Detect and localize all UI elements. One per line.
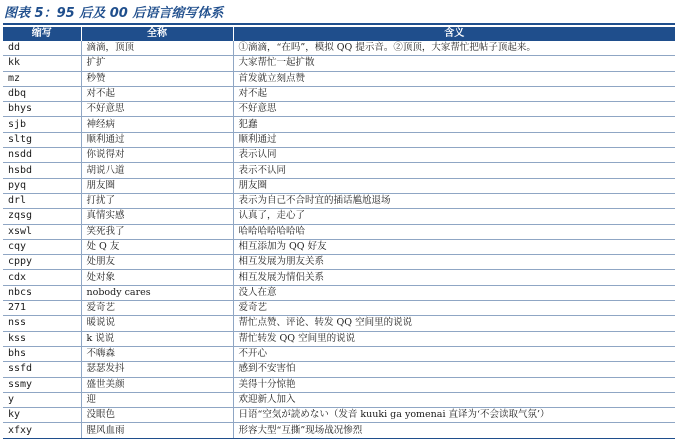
cell-abbreviation: ky bbox=[3, 408, 81, 423]
cell-full-name: 处 Q 友 bbox=[81, 239, 233, 254]
cell-meaning: 对不起 bbox=[233, 86, 675, 101]
table-row bbox=[3, 377, 675, 392]
cell-meaning: 表示不认同 bbox=[233, 163, 675, 178]
cell-meaning: 首发就立刻点赞 bbox=[233, 71, 675, 86]
cell-full-name: 秒赞 bbox=[81, 71, 233, 86]
table-row bbox=[3, 285, 675, 300]
header-abbreviation: 缩写 bbox=[3, 27, 81, 41]
cell-meaning: 朋友圈 bbox=[233, 178, 675, 193]
cell-abbreviation: sltg bbox=[3, 132, 81, 147]
table-row bbox=[3, 193, 675, 208]
cell-full-name: 顺利通过 bbox=[81, 132, 233, 147]
table-row bbox=[3, 224, 675, 239]
table-row bbox=[3, 56, 675, 71]
cell-meaning: 相互添加为 QQ 好友 bbox=[233, 239, 675, 254]
cell-full-name: nobody cares bbox=[81, 285, 233, 300]
table-row bbox=[3, 71, 675, 86]
cell-full-name: 朋友圈 bbox=[81, 178, 233, 193]
table-row bbox=[3, 362, 675, 377]
table-row bbox=[3, 132, 675, 147]
cell-meaning: 相互发展为朋友关系 bbox=[233, 255, 675, 270]
cell-abbreviation: cdx bbox=[3, 270, 81, 285]
table-body bbox=[3, 41, 675, 438]
cell-meaning: 日语“空気が読めない（发音 kuuki ga yomenai 直译为‘不会读取气氛’） bbox=[233, 408, 675, 423]
cell-full-name: 你说得对 bbox=[81, 148, 233, 163]
table-row bbox=[3, 117, 675, 132]
table-row bbox=[3, 163, 675, 178]
cell-meaning: 顺利通过 bbox=[233, 132, 675, 147]
abbreviation-table bbox=[3, 27, 675, 439]
cell-full-name: 打扰了 bbox=[81, 193, 233, 208]
cell-abbreviation: drl bbox=[3, 193, 81, 208]
table-row bbox=[3, 270, 675, 285]
header-meaning: 含义 bbox=[233, 27, 675, 41]
cell-abbreviation: sjb bbox=[3, 117, 81, 132]
cell-meaning: 形容大型“互撕”现场战况惨烈 bbox=[233, 423, 675, 438]
cell-meaning: 不好意思 bbox=[233, 102, 675, 117]
cell-abbreviation: nsdd bbox=[3, 148, 81, 163]
table-row bbox=[3, 148, 675, 163]
cell-meaning: 爱奇艺 bbox=[233, 301, 675, 316]
cell-full-name: 盛世美颜 bbox=[81, 377, 233, 392]
table-row bbox=[3, 423, 675, 438]
cell-meaning: 认真了，走心了 bbox=[233, 209, 675, 224]
cell-meaning: 欢迎新人加入 bbox=[233, 392, 675, 407]
cell-meaning: 帮忙转发 QQ 空间里的说说 bbox=[233, 331, 675, 346]
cell-abbreviation: pyq bbox=[3, 178, 81, 193]
cell-full-name: 爱奇艺 bbox=[81, 301, 233, 316]
figure-title: 图表 5：95 后及 00 后语言缩写体系 bbox=[3, 3, 675, 25]
cell-abbreviation: 271 bbox=[3, 301, 81, 316]
cell-meaning: 相互发展为情侣关系 bbox=[233, 270, 675, 285]
cell-abbreviation: xswl bbox=[3, 224, 81, 239]
cell-abbreviation: nbcs bbox=[3, 285, 81, 300]
cell-full-name: 胡说八道 bbox=[81, 163, 233, 178]
cell-meaning: 不开心 bbox=[233, 346, 675, 361]
table-row bbox=[3, 408, 675, 423]
cell-meaning: 犯蠢 bbox=[233, 117, 675, 132]
cell-meaning: 哈哈哈哈哈哈哈 bbox=[233, 224, 675, 239]
table-row bbox=[3, 102, 675, 117]
table-row bbox=[3, 346, 675, 361]
table-row bbox=[3, 316, 675, 331]
table-row bbox=[3, 239, 675, 254]
cell-full-name: 没眼色 bbox=[81, 408, 233, 423]
cell-abbreviation: cppy bbox=[3, 255, 81, 270]
cell-abbreviation: dbq bbox=[3, 86, 81, 101]
table-row bbox=[3, 178, 675, 193]
cell-abbreviation: y bbox=[3, 392, 81, 407]
cell-abbreviation: cqy bbox=[3, 239, 81, 254]
cell-abbreviation: zqsg bbox=[3, 209, 81, 224]
cell-full-name: 瑟瑟发抖 bbox=[81, 362, 233, 377]
cell-meaning: 没人在意 bbox=[233, 285, 675, 300]
cell-full-name: 滴滴，顶顶 bbox=[81, 41, 233, 56]
cell-meaning: 表示认同 bbox=[233, 148, 675, 163]
table-header-row bbox=[3, 27, 675, 41]
cell-meaning: 感到不安害怕 bbox=[233, 362, 675, 377]
table-row bbox=[3, 301, 675, 316]
cell-abbreviation: mz bbox=[3, 71, 81, 86]
cell-meaning: 美得十分惊艳 bbox=[233, 377, 675, 392]
cell-abbreviation: kk bbox=[3, 56, 81, 71]
cell-abbreviation: ssfd bbox=[3, 362, 81, 377]
cell-full-name: 神经病 bbox=[81, 117, 233, 132]
cell-abbreviation: ssmy bbox=[3, 377, 81, 392]
cell-abbreviation: nss bbox=[3, 316, 81, 331]
table-row bbox=[3, 209, 675, 224]
table-row bbox=[3, 255, 675, 270]
cell-meaning: ①滴滴，“在吗”，模拟 QQ 提示音。②顶顶，大家帮忙把帖子顶起来。 bbox=[233, 41, 675, 56]
cell-abbreviation: dd bbox=[3, 41, 81, 56]
cell-full-name: k 说说 bbox=[81, 331, 233, 346]
cell-abbreviation: bhys bbox=[3, 102, 81, 117]
cell-full-name: 不嗨森 bbox=[81, 346, 233, 361]
cell-full-name: 对不起 bbox=[81, 86, 233, 101]
cell-full-name: 处朋友 bbox=[81, 255, 233, 270]
table-row bbox=[3, 41, 675, 56]
cell-full-name: 迎 bbox=[81, 392, 233, 407]
cell-meaning: 大家帮忙一起扩散 bbox=[233, 56, 675, 71]
cell-meaning: 帮忙点赞、评论、转发 QQ 空间里的说说 bbox=[233, 316, 675, 331]
table-row bbox=[3, 392, 675, 407]
cell-meaning: 表示为自己不合时宜的插话尴尬退场 bbox=[233, 193, 675, 208]
cell-full-name: 笑死我了 bbox=[81, 224, 233, 239]
cell-full-name: 暖说说 bbox=[81, 316, 233, 331]
cell-abbreviation: bhs bbox=[3, 346, 81, 361]
cell-abbreviation: hsbd bbox=[3, 163, 81, 178]
header-full-name: 全称 bbox=[81, 27, 233, 41]
cell-abbreviation: xfxy bbox=[3, 423, 81, 438]
cell-full-name: 处对象 bbox=[81, 270, 233, 285]
table-row bbox=[3, 331, 675, 346]
cell-full-name: 不好意思 bbox=[81, 102, 233, 117]
cell-full-name: 真情实感 bbox=[81, 209, 233, 224]
cell-full-name: 扩扩 bbox=[81, 56, 233, 71]
cell-full-name: 腥风血雨 bbox=[81, 423, 233, 438]
cell-abbreviation: kss bbox=[3, 331, 81, 346]
table-row bbox=[3, 86, 675, 101]
